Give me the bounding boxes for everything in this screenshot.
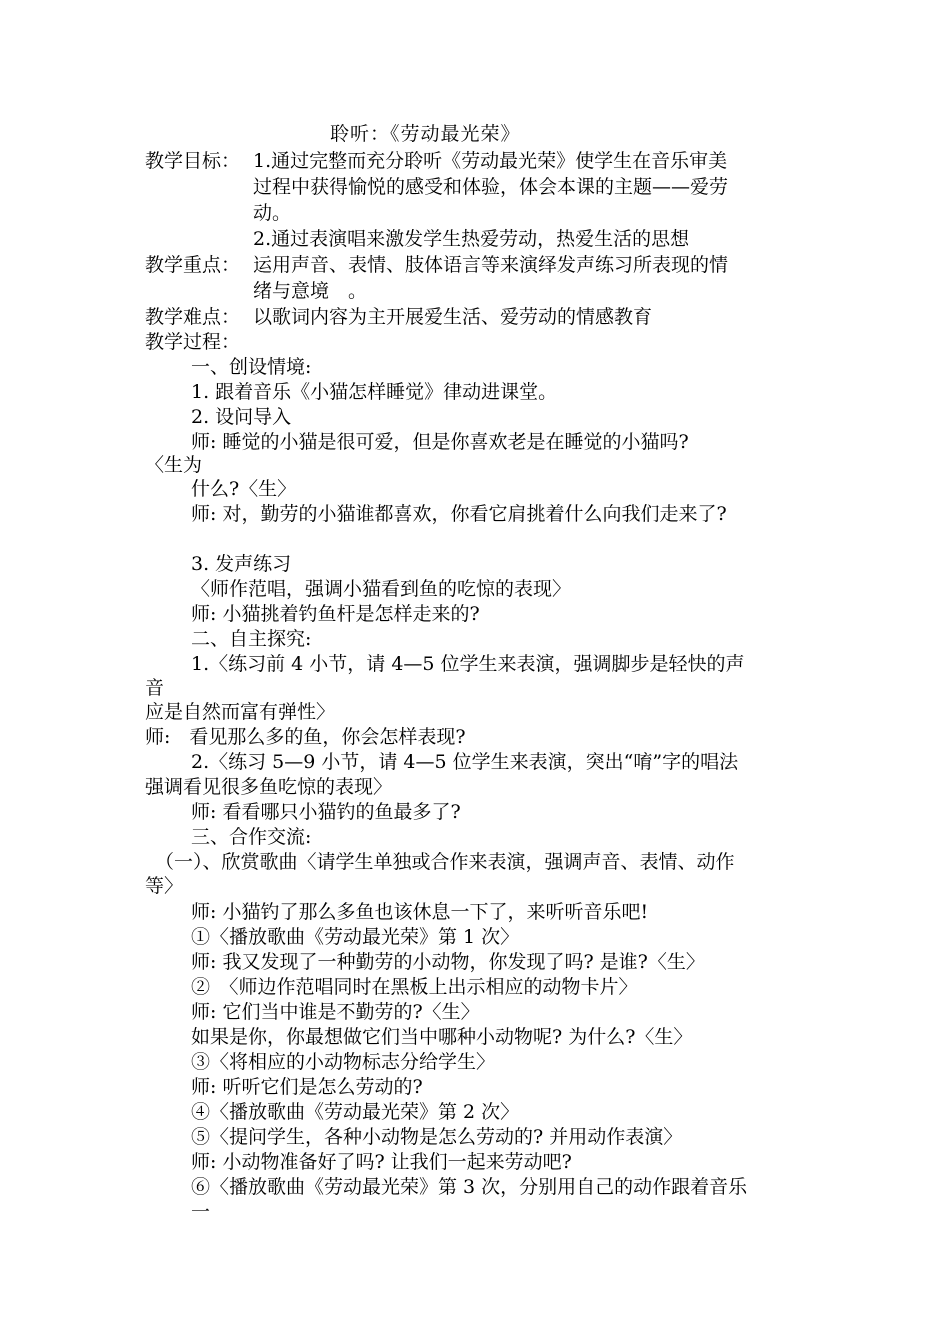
process-line: 师: 听听它们是怎么劳动的? xyxy=(191,1076,423,1098)
process-line: 师: 小猫钓了那么多鱼也该休息一下了，来听听音乐吧! xyxy=(191,901,649,923)
process-line: 强调看见很多鱼吃惊的表现〉 xyxy=(145,776,393,798)
objectives-line: 2.通过表演唱来激发学生热爱劳动，热爱生活的思想 xyxy=(253,228,690,250)
process-line: ② 〈师边作范唱同时在黑板上出示相应的动物卡片〉 xyxy=(191,976,638,998)
process-line: （一）、欣赏歌曲〈请学生单独或合作来表演，强调声音、表情、动作 xyxy=(155,851,735,873)
page-title: 聆听：《劳动最光荣》 xyxy=(330,123,521,145)
process-line: ④〈播放歌曲《劳动最光荣》第 2 次〉 xyxy=(191,1101,520,1123)
process-line: ③〈将相应的小动物标志分给学生〉 xyxy=(191,1051,496,1073)
process-line: 等〉 xyxy=(145,875,184,897)
process-line: 音 xyxy=(145,677,165,699)
process-line: 三、合作交流: xyxy=(191,826,312,848)
process-line: ⑤〈提问学生，各种小动物是怎么劳动的? 并用动作表演〉 xyxy=(191,1126,683,1148)
process-line: 师: 我又发现了一种勤劳的小动物，你发现了吗? 是谁?〈生〉 xyxy=(191,951,705,973)
key-points-line: 绪与意境 。 xyxy=(253,280,368,302)
process-line: 师: 小猫挑着钓鱼杆是怎样走来的? xyxy=(191,603,480,625)
key-points-label: 教学重点： xyxy=(145,254,241,276)
objectives-label: 教学目标： xyxy=(145,150,241,172)
process-line: 二、自主探究: xyxy=(191,628,312,650)
process-line: 什么?〈生〉 xyxy=(191,478,297,500)
difficulty-text: 以歌词内容为主开展爱生活、爱劳动的情感教育 xyxy=(253,306,653,328)
process-line: 〈师作范唱，强调小猫看到鱼的吃惊的表现〉 xyxy=(191,578,572,600)
difficulty-label: 教学难点： xyxy=(145,306,241,328)
process-line: 1.〈练习前 4 小节，请 4—5 位学生来表演，强调脚步是轻快的声 xyxy=(191,653,745,675)
process-line: 师: 看见那么多的鱼，你会怎样表现? xyxy=(145,726,466,748)
process-line: ⑥〈播放歌曲《劳动最光荣》第 3 次，分别用自己的动作跟着音乐 xyxy=(191,1176,748,1198)
process-line: 2. 设问导入 xyxy=(191,406,292,428)
process-line: 师: 对，勤劳的小猫谁都喜欢，你看它肩挑着什么向我们走来了? xyxy=(191,503,727,525)
objectives-line: 动。 xyxy=(253,202,292,224)
process-line: 3. 发声练习 xyxy=(191,553,292,575)
process-line: 师: 看看哪只小猫钓的鱼最多了? xyxy=(191,801,461,823)
key-points-line: 运用声音、表情、肢体语言等来演绎发声练习所表现的情 xyxy=(253,254,729,276)
process-line: ①〈播放歌曲《劳动最光荣》第 1 次〉 xyxy=(191,926,520,948)
process-label: 教学过程： xyxy=(145,331,241,353)
process-line: 〈生为 xyxy=(145,454,203,476)
process-line: 如果是你，你最想做它们当中哪种小动物呢? 为什么?〈生〉 xyxy=(191,1026,693,1048)
process-line: 师: 睡觉的小猫是很可爱，但是你喜欢老是在睡觉的小猫吗? xyxy=(191,431,689,453)
process-line: 一 xyxy=(191,1201,211,1223)
process-line: 师: 小动物准备好了吗? 让我们一起来劳动吧? xyxy=(191,1151,572,1173)
objectives-line: 1.通过完整而充分聆听《劳动最光荣》使学生在音乐审美 xyxy=(253,150,728,172)
process-line: 1. 跟着音乐《小猫怎样睡觉》律动进课堂。 xyxy=(191,381,558,403)
process-line: 应是自然而富有弹性〉 xyxy=(145,701,336,723)
process-line: 2.〈练习 5—9 小节，请 4—5 位学生来表演，突出“唷”字的唱法 xyxy=(191,751,739,773)
process-line: 师: 它们当中谁是不勤劳的?〈生〉 xyxy=(191,1001,480,1023)
process-line: 一、创设情境: xyxy=(191,356,312,378)
objectives-line: 过程中获得愉悦的感受和体验，体会本课的主题——爱劳 xyxy=(253,176,729,198)
